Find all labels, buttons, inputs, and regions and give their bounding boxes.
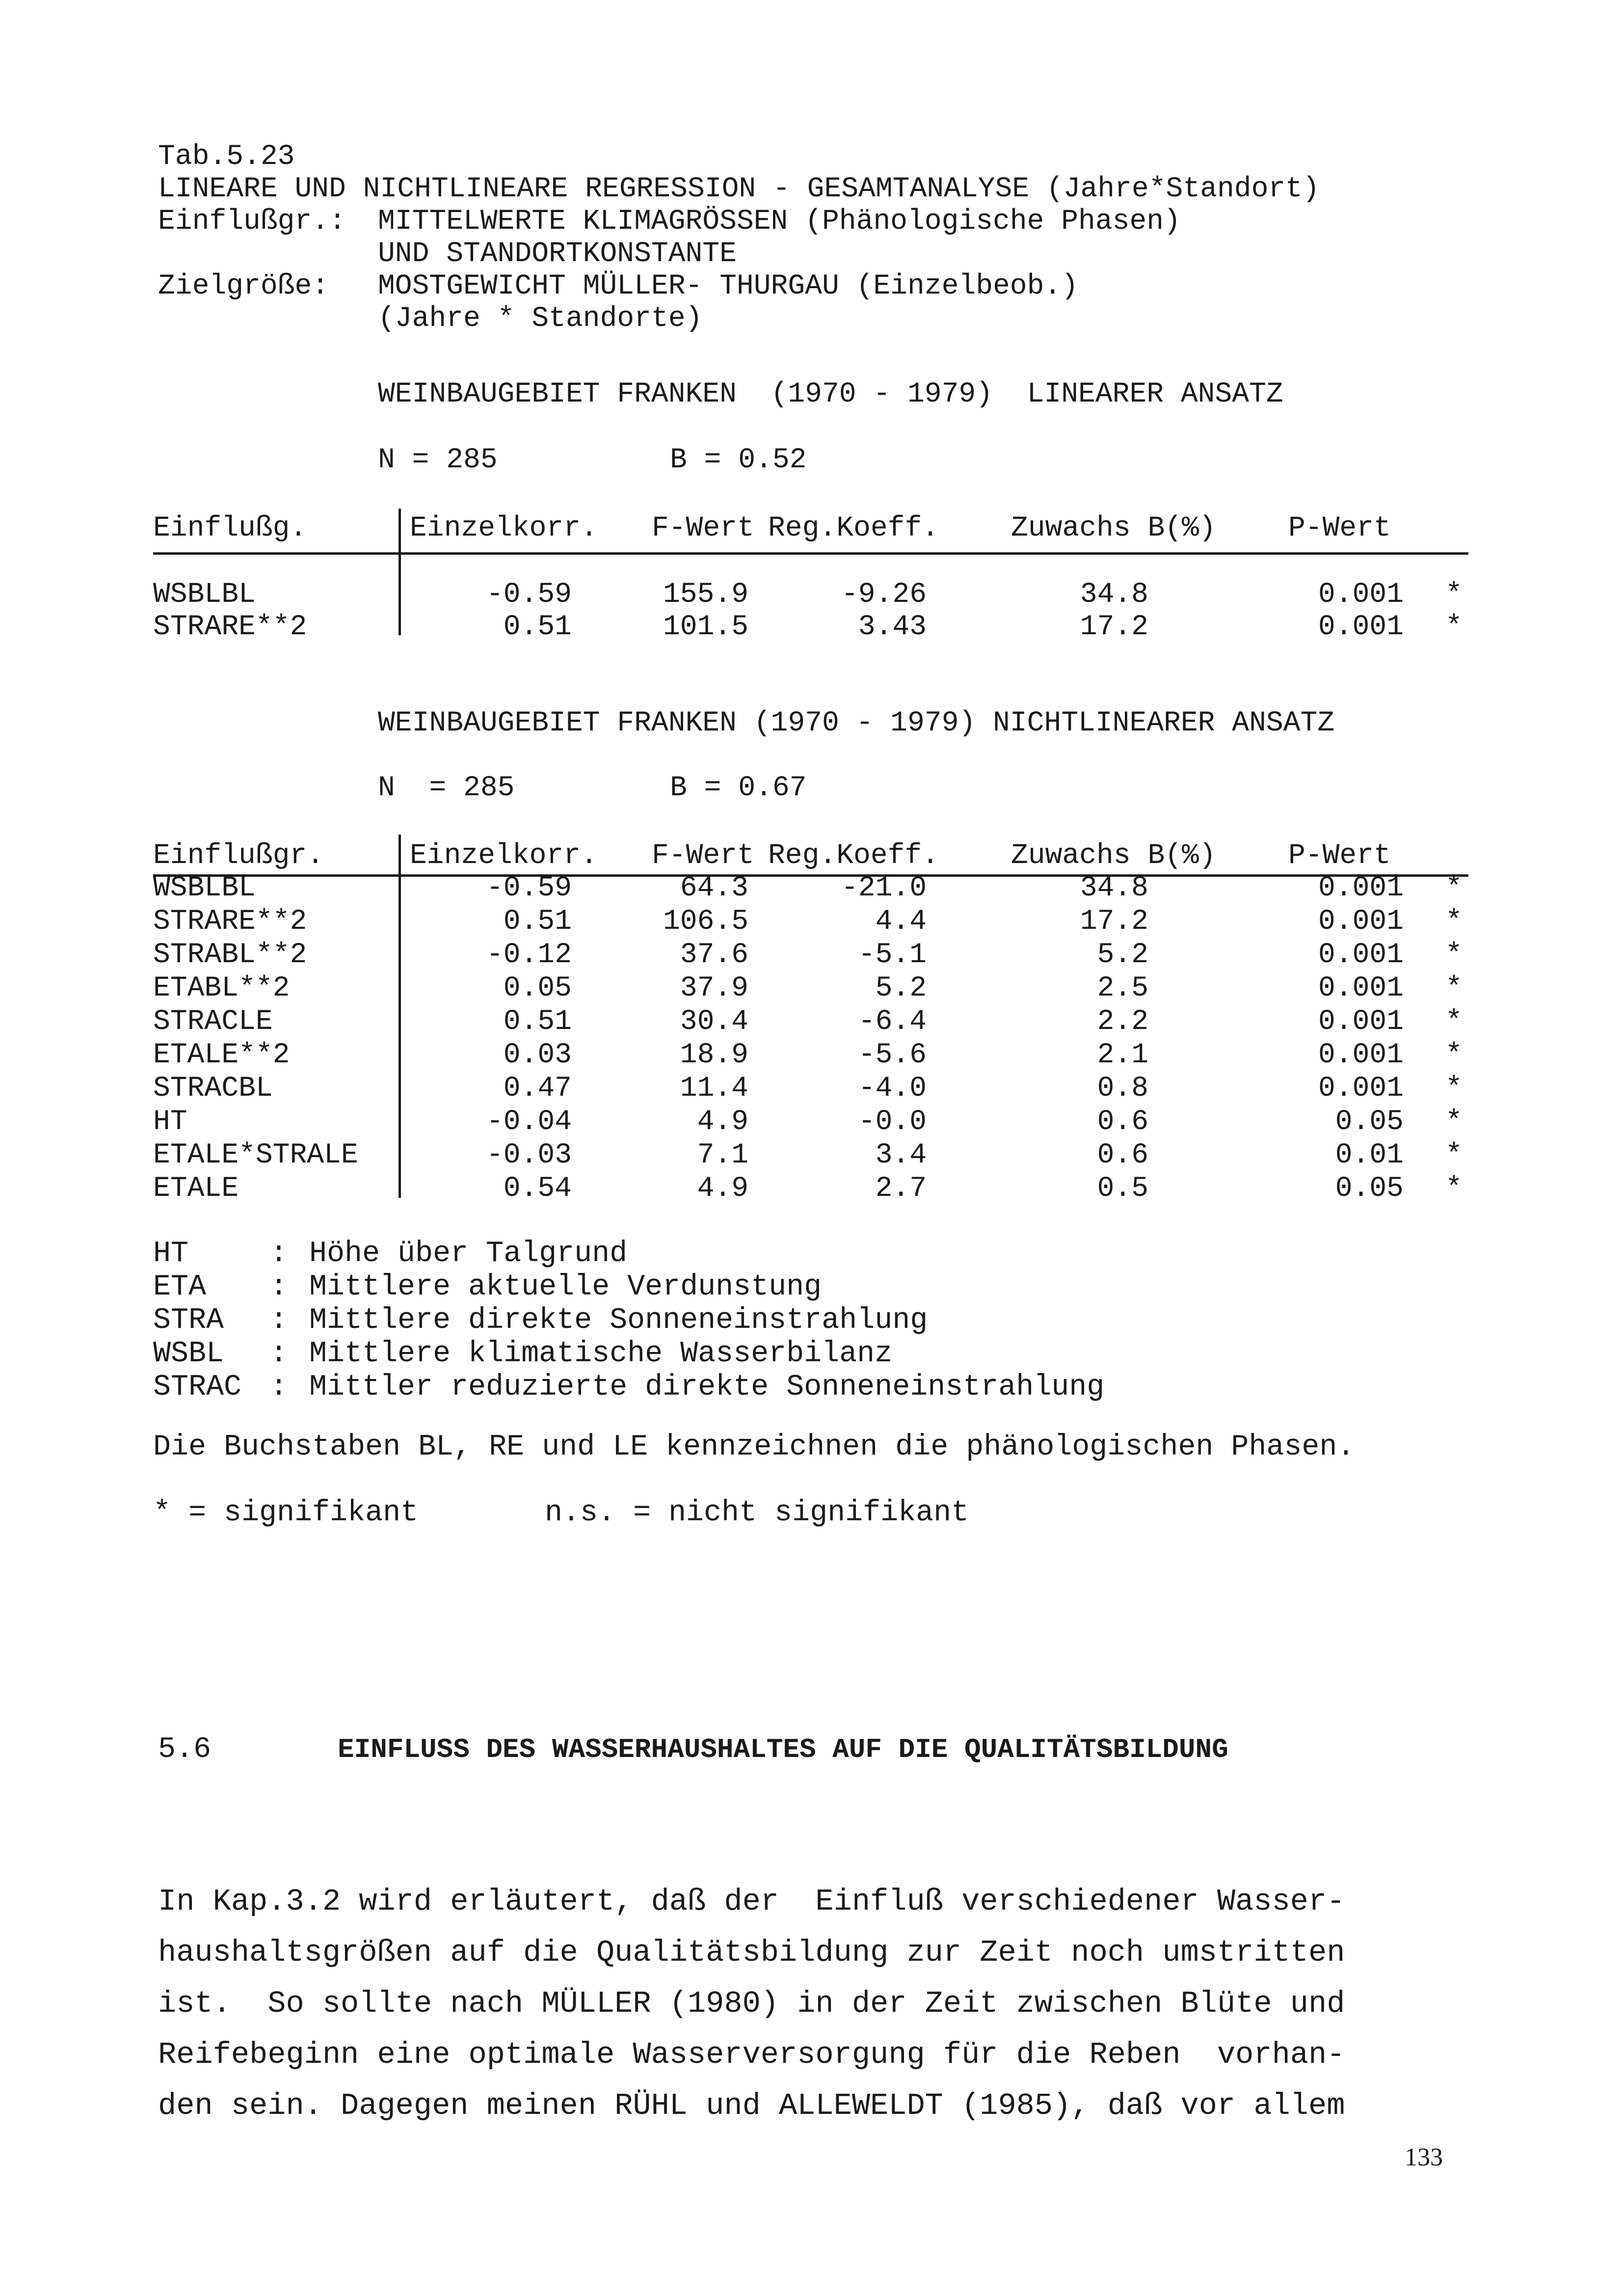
paragraph-line: haushaltsgrößen auf die Qualitätsbildung zur Zeit noch umstritten [158,1935,1345,1970]
table-header-cell: Zuwachs B(%) [1011,513,1216,544]
significance-star: * [1445,1039,1463,1071]
einzelkorr-cell: -0.59 [486,579,572,611]
linear-b: B = 0.52 [670,444,807,476]
row-label-cell: ETALE [153,1173,239,1205]
einzelkorr-cell: 0.51 [503,906,572,938]
row-label-cell: WSBLBL [153,872,256,904]
zuwachs-cell: 17.2 [1080,906,1148,938]
zuwachs-cell: 34.8 [1080,872,1148,904]
einzelkorr-cell: 0.51 [503,611,572,643]
ziel-label: Zielgröße: [158,270,329,302]
f-wert-cell: 11.4 [680,1073,748,1105]
p-wert-cell: 0.001 [1318,1039,1404,1071]
paragraph-line: den sein. Dagegen meinen RÜHL und ALLEWELDT (1985), daß vor allem [158,2088,1345,2123]
zuwachs-cell: 2.1 [1097,1039,1148,1071]
row-label-cell: STRACBL [153,1073,273,1105]
zuwachs-cell: 0.6 [1097,1139,1148,1171]
reg-koeff-cell: 3.43 [858,611,927,643]
paragraph-line: ist. So sollte nach MÜLLER (1980) in der Zeit zwischen Blüte und [158,1986,1345,2021]
reg-koeff-cell: 3.4 [875,1139,927,1171]
legend-colon: : [270,1237,288,1270]
einzelkorr-cell: 0.51 [503,1006,572,1038]
f-wert-cell: 37.6 [680,939,748,971]
significance-star: * [1445,579,1463,611]
reg-koeff-cell: 5.2 [875,972,927,1004]
einfluss-label: Einflußgr.: [158,206,346,238]
f-wert-cell: 101.5 [663,611,748,643]
section-title: EINFLUSS DES WASSERHAUSHALTES AUF DIE QUALITÄTSBILDUNG [338,1734,1228,1765]
significance-star: * [1445,1006,1463,1038]
einzelkorr-cell: 0.03 [503,1039,572,1071]
significance-star: * [1445,611,1463,643]
legend-colon: : [270,1371,288,1404]
nonlinear-b: B = 0.67 [670,772,807,804]
f-wert-cell: 7.1 [697,1139,748,1171]
einfluss-line-1: MITTELWERTE KLIMAGRÖSSEN (Phänologische Phasen) [378,206,1181,238]
f-wert-cell: 155.9 [663,579,748,611]
table-header-rule [153,552,1468,555]
table-header-cell: P-Wert [1288,513,1391,544]
p-wert-cell: 0.01 [1335,1139,1404,1171]
reg-koeff-cell: -6.4 [858,1006,927,1038]
legend-abbr: ETA [153,1270,207,1304]
significance-star: * [1445,1139,1463,1171]
einzelkorr-cell: 0.54 [503,1173,572,1205]
row-label-cell: STRARE**2 [153,906,307,938]
zuwachs-cell: 2.2 [1097,1006,1148,1038]
reg-koeff-cell: -4.0 [858,1073,927,1105]
einfluss-line-2: UND STANDORTKONSTANTE [378,238,737,270]
row-label-cell: STRARE**2 [153,611,307,643]
p-wert-cell: 0.001 [1318,579,1404,611]
f-wert-cell: 18.9 [680,1039,748,1071]
table-header-cell: Reg.Koeff. [768,513,939,544]
f-wert-cell: 30.4 [680,1006,748,1038]
legend-abbr: STRA [153,1304,224,1337]
zuwachs-cell: 0.8 [1097,1073,1148,1105]
table-header-cell: Einzelkorr. [410,840,598,872]
row-label-cell: HT [153,1106,187,1138]
f-wert-cell: 37.9 [680,972,748,1004]
legend-desc: Mittler reduzierte direkte Sonneneinstrahlung [309,1371,1105,1404]
significance-star: * [1445,1073,1463,1105]
table-header-cell: P-Wert [1288,840,1391,872]
nonlinear-heading: WEINBAUGEBIET FRANKEN (1970 - 1979) NICHTLINEARER ANSATZ [378,707,1335,739]
reg-koeff-cell: -5.6 [858,1039,927,1071]
section-number: 5.6 [158,1733,212,1766]
p-wert-cell: 0.001 [1318,1006,1404,1038]
significance-star: * [1445,872,1463,904]
f-wert-cell: 106.5 [663,906,748,938]
table-header-cell: Einflußgr. [153,840,324,872]
table-number: Tab.5.23 [158,141,295,173]
significance-star: * [1445,906,1463,938]
row-label-cell: STRACLE [153,1006,273,1038]
reg-koeff-cell: -9.26 [841,579,927,611]
table-header-cell: F-Wert [652,513,754,544]
legend-colon: : [270,1337,288,1371]
reg-koeff-cell: 4.4 [875,906,927,938]
einzelkorr-cell: -0.59 [486,872,572,904]
f-wert-cell: 64.3 [680,872,748,904]
legend-desc: Mittlere klimatische Wasserbilanz [309,1337,893,1371]
reg-koeff-cell: -0.0 [858,1106,927,1138]
significance-star: * [1445,1106,1463,1138]
f-wert-cell: 4.9 [697,1106,748,1138]
linear-heading: WEINBAUGEBIET FRANKEN (1970 - 1979) LINEARER ANSATZ [378,378,1283,410]
zuwachs-cell: 5.2 [1097,939,1148,971]
zuwachs-cell: 0.5 [1097,1173,1148,1205]
legend-colon: : [270,1304,288,1337]
row-label-cell: ETALE**2 [153,1039,290,1071]
zuwachs-cell: 0.6 [1097,1106,1148,1138]
f-wert-cell: 4.9 [697,1173,748,1205]
legend-desc: Mittlere aktuelle Verdunstung [309,1270,822,1304]
linear-n: N = 285 [378,444,498,476]
einzelkorr-cell: -0.03 [486,1139,572,1171]
zuwachs-cell: 2.5 [1097,972,1148,1004]
legend-colon: : [270,1270,288,1304]
reg-koeff-cell: -5.1 [858,939,927,971]
ziel-line-1: MOSTGEWICHT MÜLLER- THURGAU (Einzelbeob.) [378,270,1079,302]
significance-star: * [1445,939,1463,971]
p-wert-cell: 0.05 [1335,1106,1404,1138]
legend-abbr: WSBL [153,1337,224,1371]
phases-note: Die Buchstaben BL, RE und LE kennzeichnen die phänologischen Phasen. [153,1431,1355,1464]
page-number: 133 [1405,2143,1443,2171]
zuwachs-cell: 34.8 [1080,579,1148,611]
significance-star: * [1445,1173,1463,1205]
legend-abbr: STRAC [153,1371,242,1404]
table-title: LINEARE UND NICHTLINEARE REGRESSION - GESAMTANALYSE (Jahre*Standort) [158,173,1320,205]
nonlinear-n: N = 285 [378,772,515,804]
p-wert-cell: 0.001 [1318,906,1404,938]
einzelkorr-cell: -0.04 [486,1106,572,1138]
einzelkorr-cell: 0.47 [503,1073,572,1105]
row-label-cell: ETALE*STRALE [153,1139,358,1171]
legend-desc: Höhe über Talgrund [309,1237,628,1270]
p-wert-cell: 0.001 [1318,872,1404,904]
paragraph-line: In Kap.3.2 wird erläutert, daß der Einfluß verschiedener Wasser- [158,1884,1345,1919]
reg-koeff-cell: 2.7 [875,1173,927,1205]
table-header-cell: F-Wert [652,840,754,872]
p-wert-cell: 0.001 [1318,939,1404,971]
reg-koeff-cell: -21.0 [841,872,927,904]
non-significance-note: n.s. = nicht signifikant [545,1496,969,1530]
einzelkorr-cell: -0.12 [486,939,572,971]
significance-star: * [1445,972,1463,1004]
zuwachs-cell: 17.2 [1080,611,1148,643]
legend-desc: Mittlere direkte Sonneneinstrahlung [309,1304,928,1337]
p-wert-cell: 0.001 [1318,972,1404,1004]
table-header-cell: Einflußg. [153,513,307,544]
ziel-line-2: (Jahre * Standorte) [378,303,703,335]
significance-note: * = signifikant [153,1496,419,1530]
table-header-cell: Zuwachs B(%) [1011,840,1216,872]
row-label-cell: STRABL**2 [153,939,307,971]
table-header-cell: Einzelkorr. [410,513,598,544]
einzelkorr-cell: 0.05 [503,972,572,1004]
p-wert-cell: 0.001 [1318,611,1404,643]
p-wert-cell: 0.05 [1335,1173,1404,1205]
p-wert-cell: 0.001 [1318,1073,1404,1105]
row-label-cell: WSBLBL [153,579,256,611]
legend-abbr: HT [153,1237,189,1270]
row-label-cell: ETABL**2 [153,972,290,1004]
paragraph-line: Reifebeginn eine optimale Wasserversorgung für die Reben vorhan- [158,2037,1345,2072]
table-header-cell: Reg.Koeff. [768,840,939,872]
